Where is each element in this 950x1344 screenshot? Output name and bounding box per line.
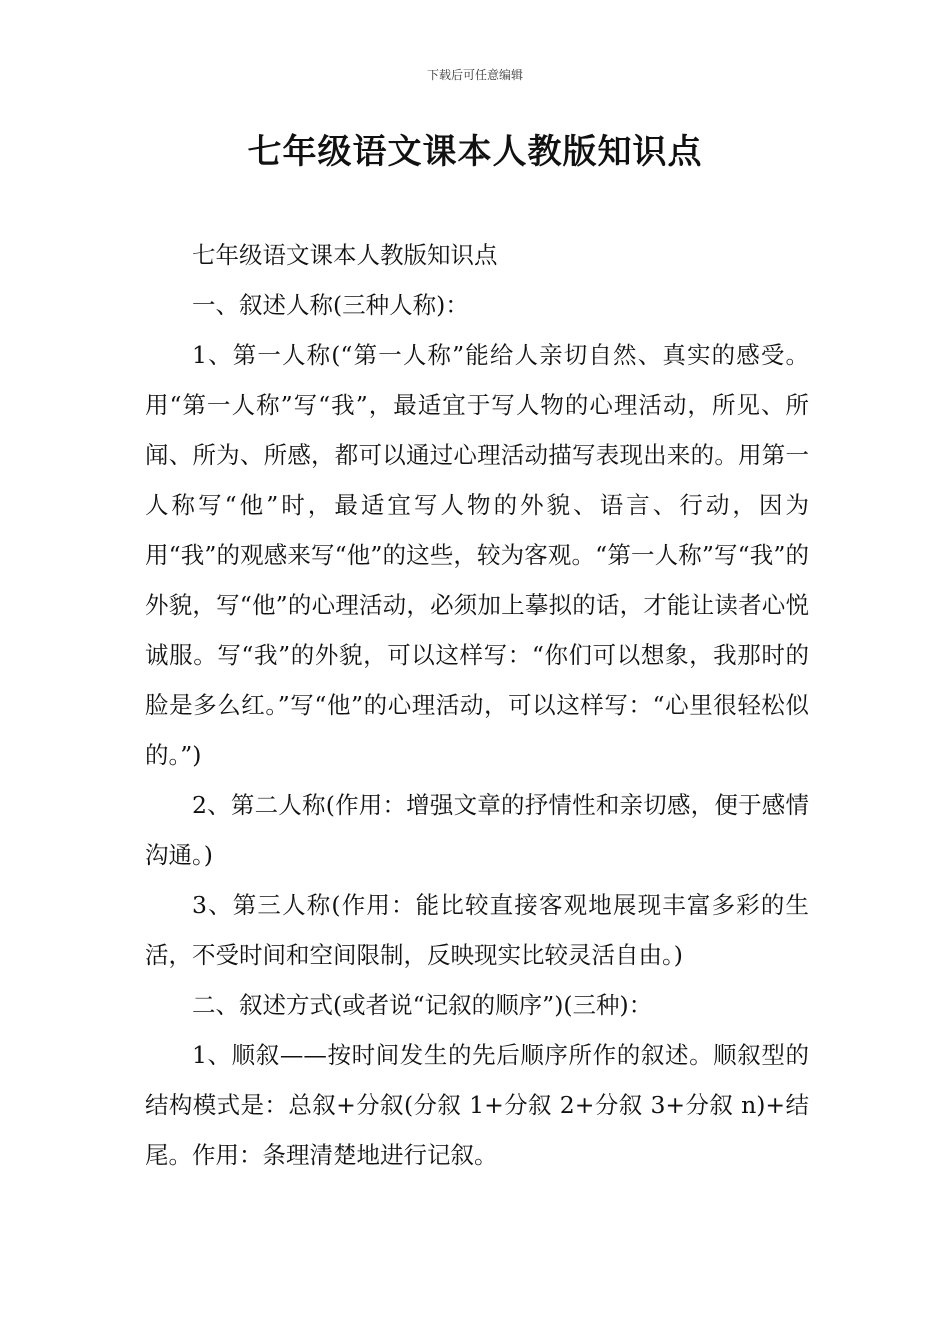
paragraph-section-2-heading: 二、叙述方式(或者说“记叙的顺序”)(三种)： <box>192 991 653 1019</box>
document-body <box>145 230 809 1180</box>
paragraph-section-1-heading: 一、叙述人称(三种人称)： <box>192 291 469 319</box>
paragraph-second-person: 2、第二人称(作用：增强文章的抒情性和亲切感，便于感情沟通。) <box>145 791 809 869</box>
paragraph-first-person: 1、第一人称(“第一人称”能给人亲切自然、真实的感受。用“第一人称”写“我”，最适宜于写人物的心理活动，所见、所闻、所为、所感，都可以通过心理活动描写表现出来的。用第一人称写“他”时，最适宜写人物的外貌、语言、行动，因为用“我”的观感来写“他”的这些，较为客观。“第一人称”写“我”的外貌，写“他”的心理活动，必须加上摹拟的话，才能让读者心悦诚服。写“我”的外貌，可以这样写：“你们可以想象，我那时的脸是多么红。”写“他”的心理活动，可以这样写：“心里很轻松似的。”) <box>145 341 809 769</box>
paragraph-subtitle: 七年级语文课本人教版知识点 <box>192 241 498 269</box>
paragraph-chronological-narration: 1、顺叙——按时间发生的先后顺序所作的叙述。顺叙型的结构模式是：总叙+分叙(分叙 1+分叙 2+分叙 3+分叙 n)+结尾。作用：条理清楚地进行记叙。 <box>145 1041 809 1169</box>
paragraph-third-person: 3、第三人称(作用：能比较直接客观地展现丰富多彩的生活，不受时间和空间限制，反映现实比较灵活自由。) <box>145 891 809 969</box>
header-note: 下载后可任意编辑 <box>426 68 523 82</box>
document-title: 七年级语文课本人教版知识点 <box>247 132 703 172</box>
